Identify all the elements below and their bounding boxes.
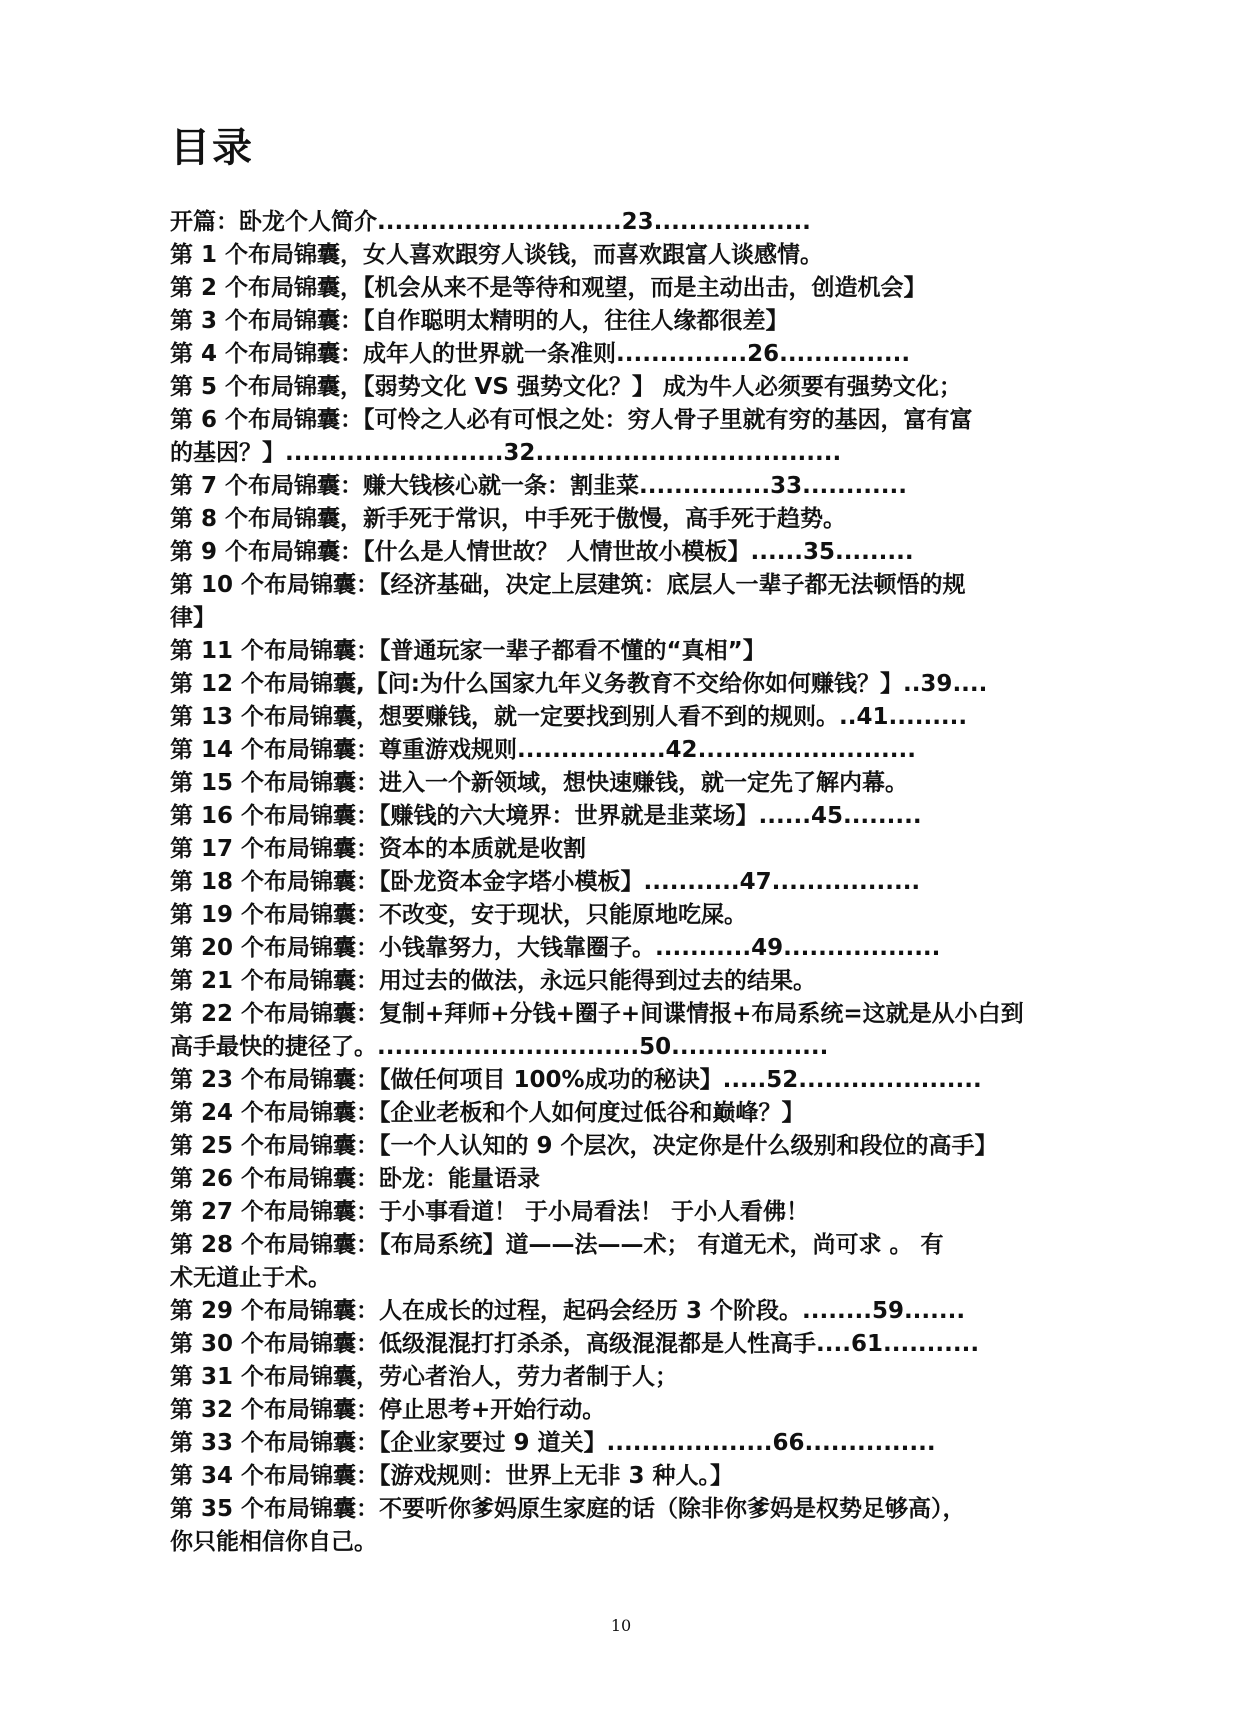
toc-line: 第 8 个布局锦囊，新手死于常识，中手死于傲慢，高手死于趋势。	[170, 506, 847, 532]
toc-line: 第 14 个布局锦囊：尊重游戏规则.................42.........................	[170, 737, 916, 763]
toc-line: 第 35 个布局锦囊：不要听你爹妈原生家庭的话（除非你爹妈是权势足够高），	[170, 1496, 966, 1522]
toc-line: 第 10 个布局锦囊：【经济基础，决定上层建筑：底层人一辈子都无法顿悟的规	[170, 572, 966, 598]
toc-line: 第 31 个布局锦囊，劳心者治人，劳力者制于人；	[170, 1364, 679, 1390]
toc-line: 第 5 个布局锦囊，【弱势文化 VS 强势文化？】 成为牛人必须要有强势文化；	[170, 374, 962, 400]
toc-line: 开篇：卧龙个人简介............................23..................	[170, 209, 811, 235]
toc-line: 第 16 个布局锦囊：【赚钱的六大境界：世界就是韭菜场】......45.........	[170, 803, 922, 829]
toc-line: 律】	[170, 605, 216, 631]
page-number: 10	[610, 1616, 632, 1635]
toc-line: 第 24 个布局锦囊：【企业老板和个人如何度过低谷和巅峰？】	[170, 1100, 805, 1126]
toc-line: 第 18 个布局锦囊：【卧龙资本金字塔小模板】...........47.................	[170, 869, 921, 895]
toc-line: 第 4 个布局锦囊：成年人的世界就一条准则...............26...............	[170, 341, 911, 367]
toc-line: 第 19 个布局锦囊：不改变，安于现状，只能原地吃屎。	[170, 902, 748, 928]
toc-line: 第 23 个布局锦囊：【做任何项目 100%成功的秘诀】.....52.....................	[170, 1067, 982, 1093]
toc-line: 第 2 个布局锦囊，【机会从来不是等待和观望，而是主动出击，创造机会】	[170, 275, 927, 301]
toc-line: 第 21 个布局锦囊：用过去的做法，永远只能得到过去的结果。	[170, 968, 817, 994]
toc-list	[170, 206, 1070, 1559]
toc-line: 第 6 个布局锦囊：【可怜之人必有可恨之处：穷人骨子里就有穷的基因，富有富	[170, 407, 973, 433]
toc-line: 的基因？】.........................32...................................	[170, 440, 842, 466]
toc-line: 第 25 个布局锦囊：【一个人认知的 9 个层次，决定你是什么级别和段位的高手】	[170, 1133, 998, 1159]
toc-line: 第 3 个布局锦囊：【自作聪明太精明的人，往往人缘都很差】	[170, 308, 789, 334]
toc-line: 第 11 个布局锦囊：【普通玩家一辈子都看不懂的“真相”】	[170, 638, 766, 664]
toc-line: 第 17 个布局锦囊：资本的本质就是收割	[170, 836, 587, 862]
toc-line: 术无道止于术。	[170, 1265, 331, 1291]
toc-line: 你只能相信你自己。	[170, 1529, 377, 1555]
toc-line: 第 9 个布局锦囊：【什么是人情世故？ 人情世故小模板】......35.........	[170, 539, 914, 565]
toc-line: 第 1 个布局锦囊，女人喜欢跟穷人谈钱，而喜欢跟富人谈感情。	[170, 242, 824, 268]
toc-line: 第 12 个布局锦囊,【问:为什么国家九年义务教育不交给你如何赚钱？】..39....	[170, 671, 988, 697]
toc-line: 高手最快的捷径了。..............................50..................	[170, 1034, 829, 1060]
toc-line: 第 32 个布局锦囊：停止思考+开始行动。	[170, 1397, 606, 1423]
toc-line: 第 13 个布局锦囊，想要赚钱，就一定要找到别人看不到的规则。..41.........	[170, 704, 968, 730]
toc-line: 第 33 个布局锦囊：【企业家要过 9 道关】...................66...............	[170, 1430, 936, 1456]
toc-line: 第 20 个布局锦囊：小钱靠努力，大钱靠圈子。...........49..................	[170, 935, 941, 961]
toc-line: 第 28 个布局锦囊：【布局系统】道——法——术； 有道无术，尚可求 。 有	[170, 1232, 944, 1258]
toc-line: 第 27 个布局锦囊：于小事看道！ 于小局看法！ 于小人看佛！	[170, 1199, 810, 1225]
toc-line: 第 30 个布局锦囊：低级混混打打杀杀，高级混混都是人性高手....61...........	[170, 1331, 980, 1357]
toc-line: 第 7 个布局锦囊：赚大钱核心就一条：割韭菜...............33............	[170, 473, 907, 499]
toc-line: 第 29 个布局锦囊：人在成长的过程，起码会经历 3 个阶段。........59.......	[170, 1298, 966, 1324]
toc-line: 第 22 个布局锦囊：复制+拜师+分钱+圈子+间谍情报+布局系统=这就是从小白到	[170, 1001, 1024, 1027]
toc-title: 目录	[170, 125, 254, 171]
toc-line: 第 26 个布局锦囊：卧龙：能量语录	[170, 1166, 541, 1192]
toc-line: 第 34 个布局锦囊：【游戏规则：世界上无非 3 种人。】	[170, 1463, 734, 1489]
toc-line: 第 15 个布局锦囊：进入一个新领域，想快速赚钱，就一定先了解内幕。	[170, 770, 909, 796]
